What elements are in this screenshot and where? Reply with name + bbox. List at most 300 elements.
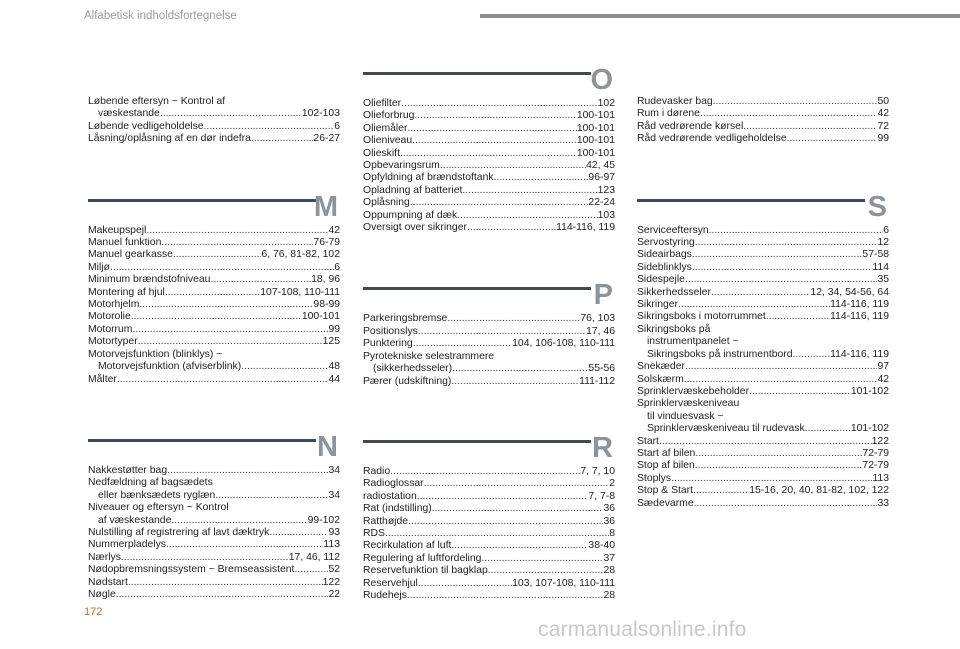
dot-leader [695, 460, 863, 472]
index-entry [363, 160, 615, 172]
index-entry [88, 374, 340, 386]
entry-pages: 123 [597, 184, 615, 196]
index-entry [637, 398, 889, 410]
entry-term: Stoplys [637, 472, 672, 484]
subentry-pages: 55-56 [588, 363, 615, 375]
index-block [637, 190, 889, 510]
index-subentry [637, 411, 889, 423]
entry-term: Nulstilling af registrering af lavt dæktryk [88, 526, 270, 538]
entry-term: Olieniveau [363, 135, 413, 147]
dot-leader [659, 436, 872, 448]
entry-pages: 100-101 [576, 147, 615, 159]
index-entry [88, 502, 340, 514]
dot-leader [139, 299, 313, 311]
dot-leader [131, 311, 302, 323]
index-block [363, 64, 615, 234]
index-entry [88, 527, 340, 539]
entry-term: Minimum brændstofniveau [88, 274, 211, 286]
entry-term: Oplåsning [363, 197, 410, 209]
entry-pages: 113 [323, 539, 340, 551]
index-entry [88, 539, 340, 551]
entry-pages: 28 [603, 589, 615, 601]
section-bar [637, 199, 865, 202]
entry-term: Motorvejsfunktion (blinklys) ~ [88, 348, 223, 360]
dot-leader [173, 249, 262, 261]
section-letter: S [867, 190, 887, 223]
entry-pages: 111-112 [579, 375, 615, 387]
entry-pages: 102 [597, 98, 615, 109]
entry-pages: 52 [328, 564, 340, 576]
index-entry [88, 287, 340, 299]
index-entry [637, 121, 889, 133]
dot-leader [110, 262, 334, 274]
index-entry [363, 110, 615, 122]
dot-leader [709, 225, 884, 237]
entry-pages: 72-79 [862, 460, 889, 472]
entry-pages: 114 [872, 261, 889, 273]
subentry-pages: 99-102 [307, 514, 340, 526]
dot-leader [128, 577, 323, 589]
index-entry [363, 172, 615, 184]
index-block [88, 96, 340, 146]
index-entry [88, 274, 340, 286]
index-subentry [363, 363, 615, 375]
dot-leader [215, 490, 328, 502]
entry-term: Solskærm [637, 373, 684, 385]
index-entry [88, 249, 340, 261]
dot-leader [766, 311, 830, 323]
entry-term: Nummerpladelys [88, 539, 166, 551]
index-entry [363, 503, 615, 515]
entry-pages: 103 [597, 209, 615, 221]
dot-leader [447, 313, 580, 325]
entry-term: Start af bilen [637, 447, 696, 459]
dot-leader [165, 287, 260, 299]
dot-leader [451, 376, 579, 388]
index-entry [363, 528, 615, 540]
dot-leader [400, 148, 577, 160]
dot-leader [204, 121, 335, 133]
index-entry [637, 485, 889, 497]
subentry-term: til vinduesvask ~ [647, 410, 724, 422]
entry-pages: 122 [322, 576, 340, 588]
index-entry [363, 197, 615, 209]
entry-pages: 36 [603, 515, 615, 527]
entry-term: radiostation [363, 490, 417, 502]
index-entry [637, 237, 889, 249]
entry-term: Montering af hjul [88, 286, 165, 298]
index-entry [363, 222, 615, 234]
entry-term: Sikringsboks i motorrummet [637, 311, 766, 323]
subentry-term: Motorvejsfunktion (afviserblink) [98, 361, 242, 373]
index-entry [363, 565, 615, 577]
index-entry [363, 135, 615, 147]
index-entry [637, 386, 889, 398]
dot-leader [457, 210, 598, 222]
index-column-3 [637, 96, 889, 510]
index-entry [363, 148, 615, 160]
entry-term: Niveauer og eftersyn ~ Kontrol [88, 502, 229, 514]
index-entry [363, 313, 615, 325]
dot-leader [467, 222, 556, 234]
entry-pages: 35 [877, 274, 889, 286]
dot-leader [695, 448, 862, 460]
index-entry [637, 473, 889, 485]
entry-term: Løbende eftersyn ~ Kontrol af [88, 96, 226, 107]
index-entry [637, 274, 889, 286]
letter-section-header [363, 279, 615, 313]
index-entry [363, 210, 615, 222]
index-entry [637, 324, 889, 336]
entry-term: Sprinklervæskebeholder [637, 385, 750, 397]
entry-pages: 6 [334, 261, 340, 273]
entry-term: Motorhjelm [88, 299, 140, 311]
entry-pages: 42 [328, 224, 340, 236]
dot-leader [408, 516, 603, 528]
dot-leader [749, 386, 851, 398]
index-entry [88, 225, 340, 237]
entry-term: Sideblinklys [637, 261, 692, 273]
dot-leader [693, 485, 749, 497]
index-block [88, 430, 340, 601]
entry-pages: 22-24 [588, 197, 615, 209]
entry-term: Målter [88, 373, 117, 385]
index-entry [88, 552, 340, 564]
dot-leader [694, 498, 878, 510]
index-entry [363, 540, 615, 552]
entry-term: Manuel funktion [88, 237, 162, 249]
subentry-pages: 114-116, 119 [830, 348, 889, 360]
dot-leader [166, 539, 323, 551]
entry-term: Løbende vedligeholdelse [88, 120, 204, 132]
entry-term: Stop af bilen [637, 460, 695, 472]
entry-term: Rum i dørene [637, 108, 700, 120]
dot-leader [146, 225, 328, 237]
section-bar [88, 439, 316, 442]
index-entry [88, 133, 340, 145]
entry-pages: 100-101 [576, 135, 615, 147]
entry-term: Sideairbags [637, 249, 692, 261]
entry-pages: 114-116, 119 [830, 299, 889, 311]
dot-leader [412, 135, 577, 147]
dot-leader [678, 299, 830, 311]
dot-leader [138, 336, 323, 348]
letter-section-header [88, 430, 340, 465]
entry-pages: 93 [328, 526, 340, 538]
section-letter: R [592, 431, 613, 464]
index-subentry [637, 423, 889, 435]
page-header-title: Alfabetisk indholdsfortegnelse [84, 10, 237, 22]
entry-pages: 12, 34, 54-56, 64 [810, 286, 889, 298]
entry-pages: 17, 46 [586, 325, 615, 337]
entry-term: Miljø [88, 261, 110, 273]
entry-pages: 36 [603, 503, 615, 515]
entry-term: Låsning/oplåsning af en dør indefra [88, 133, 251, 145]
dot-leader [418, 578, 512, 590]
entry-pages: 15-16, 20, 40, 81-82, 102, 122 [749, 485, 889, 497]
entry-term: Nærlys [88, 551, 121, 563]
index-column-1 [88, 96, 340, 601]
letter-section-header [363, 64, 615, 98]
index-entry [363, 578, 615, 590]
index-subentry [88, 515, 340, 527]
index-column-2 [363, 64, 615, 602]
index-entry [88, 577, 340, 589]
entry-pages: 72-79 [862, 447, 889, 459]
entry-term: Parkeringsbremse [363, 313, 448, 325]
subentry-term: eller bænksædets ryglæn [98, 489, 216, 501]
entry-pages: 2 [609, 478, 615, 490]
entry-pages: 38-40 [588, 540, 615, 552]
index-entry [88, 96, 340, 108]
section-bar [363, 72, 591, 75]
entry-pages: 100-101 [576, 110, 615, 122]
entry-pages: 100-101 [301, 311, 340, 323]
dot-leader [462, 185, 597, 197]
section-letter: N [317, 430, 338, 463]
dot-leader [432, 503, 604, 515]
entry-term: Motorrum [88, 323, 133, 335]
entry-term: Sikkerhedsseler [637, 286, 711, 298]
section-letter: M [313, 190, 338, 223]
entry-pages: 7, 7-8 [588, 490, 615, 502]
dot-leader [117, 374, 329, 386]
section-letter: O [590, 64, 613, 96]
index-entry [637, 448, 889, 460]
subentry-term: instrumentpanelet ~ [647, 336, 739, 348]
dot-leader [743, 121, 877, 133]
entry-term: Recirkulation af luft [363, 540, 452, 552]
dot-leader [171, 515, 307, 527]
dot-leader [132, 324, 328, 336]
entry-pages: 22 [328, 588, 340, 600]
entry-pages: 42, 45 [586, 160, 615, 172]
entry-pages: 18, 96 [311, 274, 340, 286]
index-entry [637, 249, 889, 261]
entry-term: Råd vedrørende vedligeholdelse [637, 133, 787, 145]
entry-pages: 114-116, 119 [556, 222, 615, 234]
entry-term: Radioglossar [363, 478, 424, 490]
entry-pages: 72 [877, 120, 889, 132]
entry-pages: 44 [328, 373, 340, 385]
entry-term: Punktering [363, 338, 413, 350]
index-entry [637, 108, 889, 120]
index-subentry [637, 336, 889, 348]
index-entry [637, 299, 889, 311]
section-bar [363, 287, 591, 290]
entry-pages: 50 [877, 96, 889, 107]
entry-term: Motortyper [88, 336, 138, 348]
dot-leader [692, 249, 863, 261]
index-entry [88, 121, 340, 133]
entry-term: Pyrotekniske selestrammere [363, 350, 495, 362]
index-block [363, 431, 615, 602]
entry-pages: 100-101 [576, 122, 615, 134]
entry-pages: 37 [603, 552, 615, 564]
entry-pages: 57-58 [862, 249, 889, 261]
subentry-term: Sikringsboks på instrumentbord [647, 348, 793, 360]
entry-pages: 76, 103 [580, 313, 615, 325]
index-block [363, 279, 615, 387]
index-entry [88, 336, 340, 348]
entry-pages: 42 [877, 373, 889, 385]
entry-pages: 101-102 [850, 385, 889, 397]
entry-pages: 17, 46, 112 [288, 551, 340, 563]
index-entry [88, 564, 340, 576]
index-entry [637, 436, 889, 448]
dot-leader [121, 552, 289, 564]
dot-leader [671, 473, 872, 485]
entry-pages: 99 [328, 323, 340, 335]
entry-term: Sædevarme [637, 497, 694, 509]
index-entry [88, 311, 340, 323]
dot-leader [494, 172, 589, 184]
entry-pages: 8 [609, 527, 615, 539]
index-entry [363, 478, 615, 490]
dot-leader [407, 590, 604, 602]
index-entry [363, 338, 615, 350]
subentry-pages: 101-102 [850, 423, 889, 435]
index-entry [88, 237, 340, 249]
dot-leader [684, 374, 878, 386]
index-entry [363, 516, 615, 528]
entry-term: Motorolie [88, 311, 131, 323]
entry-term: Oppumpning af dæk [363, 209, 458, 221]
entry-pages: 113 [872, 472, 889, 484]
dot-leader [167, 465, 328, 477]
dot-leader [210, 274, 311, 286]
dot-leader [451, 540, 588, 552]
entry-term: Nødstart [88, 576, 128, 588]
entry-term: Rudehejs [363, 589, 407, 601]
letter-section-header [637, 190, 889, 225]
subentry-pages: 48 [328, 361, 340, 373]
dot-leader [161, 237, 313, 249]
dot-leader [700, 108, 877, 120]
subentry-term: væskestande [98, 108, 160, 120]
entry-pages: 125 [322, 336, 340, 348]
entry-term: Nøgle [88, 588, 116, 600]
dot-leader [685, 361, 877, 373]
entry-pages: 99 [877, 133, 889, 145]
section-bar [88, 199, 316, 202]
dot-leader [488, 565, 604, 577]
entry-term: Rat (indstilling) [363, 503, 432, 515]
entry-term: Opladning af batteriet [363, 184, 463, 196]
index-entry [637, 96, 889, 108]
dot-leader [787, 133, 878, 145]
entry-term: Opfyldning af brændstoftank [363, 172, 494, 184]
index-entry [363, 326, 615, 338]
index-entry [88, 349, 340, 361]
dot-leader [401, 98, 598, 110]
entry-term: Nakkestøtter bag [88, 464, 168, 476]
entry-pages: 107-108, 110-111 [260, 286, 340, 298]
dot-leader [385, 528, 609, 540]
entry-term: Positionslys [363, 325, 418, 337]
entry-pages: 6 [334, 120, 340, 132]
header-bar [480, 14, 960, 18]
dot-leader [390, 466, 580, 478]
entry-pages: 122 [871, 435, 889, 447]
section-letter: P [593, 279, 613, 312]
entry-term: Sikringer [637, 299, 678, 311]
subentry-pages: 102-103 [301, 108, 340, 120]
index-entry [88, 299, 340, 311]
entry-pages: 34 [328, 464, 340, 476]
dot-leader [418, 326, 586, 338]
index-block [637, 96, 889, 146]
dot-leader [160, 108, 302, 120]
dot-leader [251, 133, 314, 145]
index-entry [363, 185, 615, 197]
dot-leader [481, 553, 603, 565]
dot-leader [692, 262, 873, 274]
entry-term: Olieforbrug [363, 110, 415, 122]
dot-leader [414, 110, 576, 122]
index-entry [637, 460, 889, 472]
index-entry [363, 376, 615, 388]
watermark: carmanualsonline.info [538, 618, 747, 641]
entry-pages: 12 [877, 237, 889, 249]
index-entry [363, 351, 615, 363]
entry-term: Olieskift [363, 147, 400, 159]
dot-leader [269, 527, 328, 539]
index-entry [363, 491, 615, 503]
entry-pages: 97 [877, 361, 889, 373]
entry-term: Radio [363, 465, 391, 477]
entry-pages: 114-116, 119 [830, 311, 889, 323]
index-entry [363, 466, 615, 478]
index-entry [88, 262, 340, 274]
subentry-pages: 34 [328, 489, 340, 501]
entry-term: Makeupspejl [88, 224, 147, 236]
dot-leader [413, 338, 512, 350]
dot-leader [695, 237, 878, 249]
entry-pages: 98-99 [313, 299, 340, 311]
dot-leader [417, 491, 589, 503]
entry-term: Rudevasker bag [637, 96, 713, 107]
entry-pages: 28 [603, 565, 615, 577]
entry-term: Opbevaringsrum [363, 160, 440, 172]
dot-leader [793, 349, 831, 361]
dot-leader [424, 478, 610, 490]
entry-term: Sidespejle [637, 274, 685, 286]
dot-leader [407, 123, 576, 135]
page-number: 172 [84, 606, 103, 618]
entry-term: Start [637, 435, 659, 447]
index-subentry [88, 490, 340, 502]
entry-term: Sprinklervæskeniveau [637, 398, 740, 410]
letter-section-header [88, 190, 340, 225]
dot-leader [241, 361, 328, 373]
entry-term: Råd vedrørende kørsel [637, 120, 744, 132]
index-entry [637, 361, 889, 373]
subentry-term: Sprinklervæskeniveau til rudevask [647, 423, 805, 435]
entry-term: Oliefilter [363, 98, 402, 109]
entry-pages: 76-79 [313, 237, 340, 249]
dot-leader [685, 274, 877, 286]
index-entry [88, 589, 340, 601]
index-entry [637, 133, 889, 145]
entry-pages: 26-27 [313, 133, 340, 145]
index-entry [88, 477, 340, 489]
entry-pages: 33 [877, 497, 889, 509]
dot-leader [805, 423, 851, 435]
entry-term: Stop & Start [637, 485, 694, 497]
entry-term: RDS [363, 527, 385, 539]
entry-term: Reservehjul [363, 577, 418, 589]
